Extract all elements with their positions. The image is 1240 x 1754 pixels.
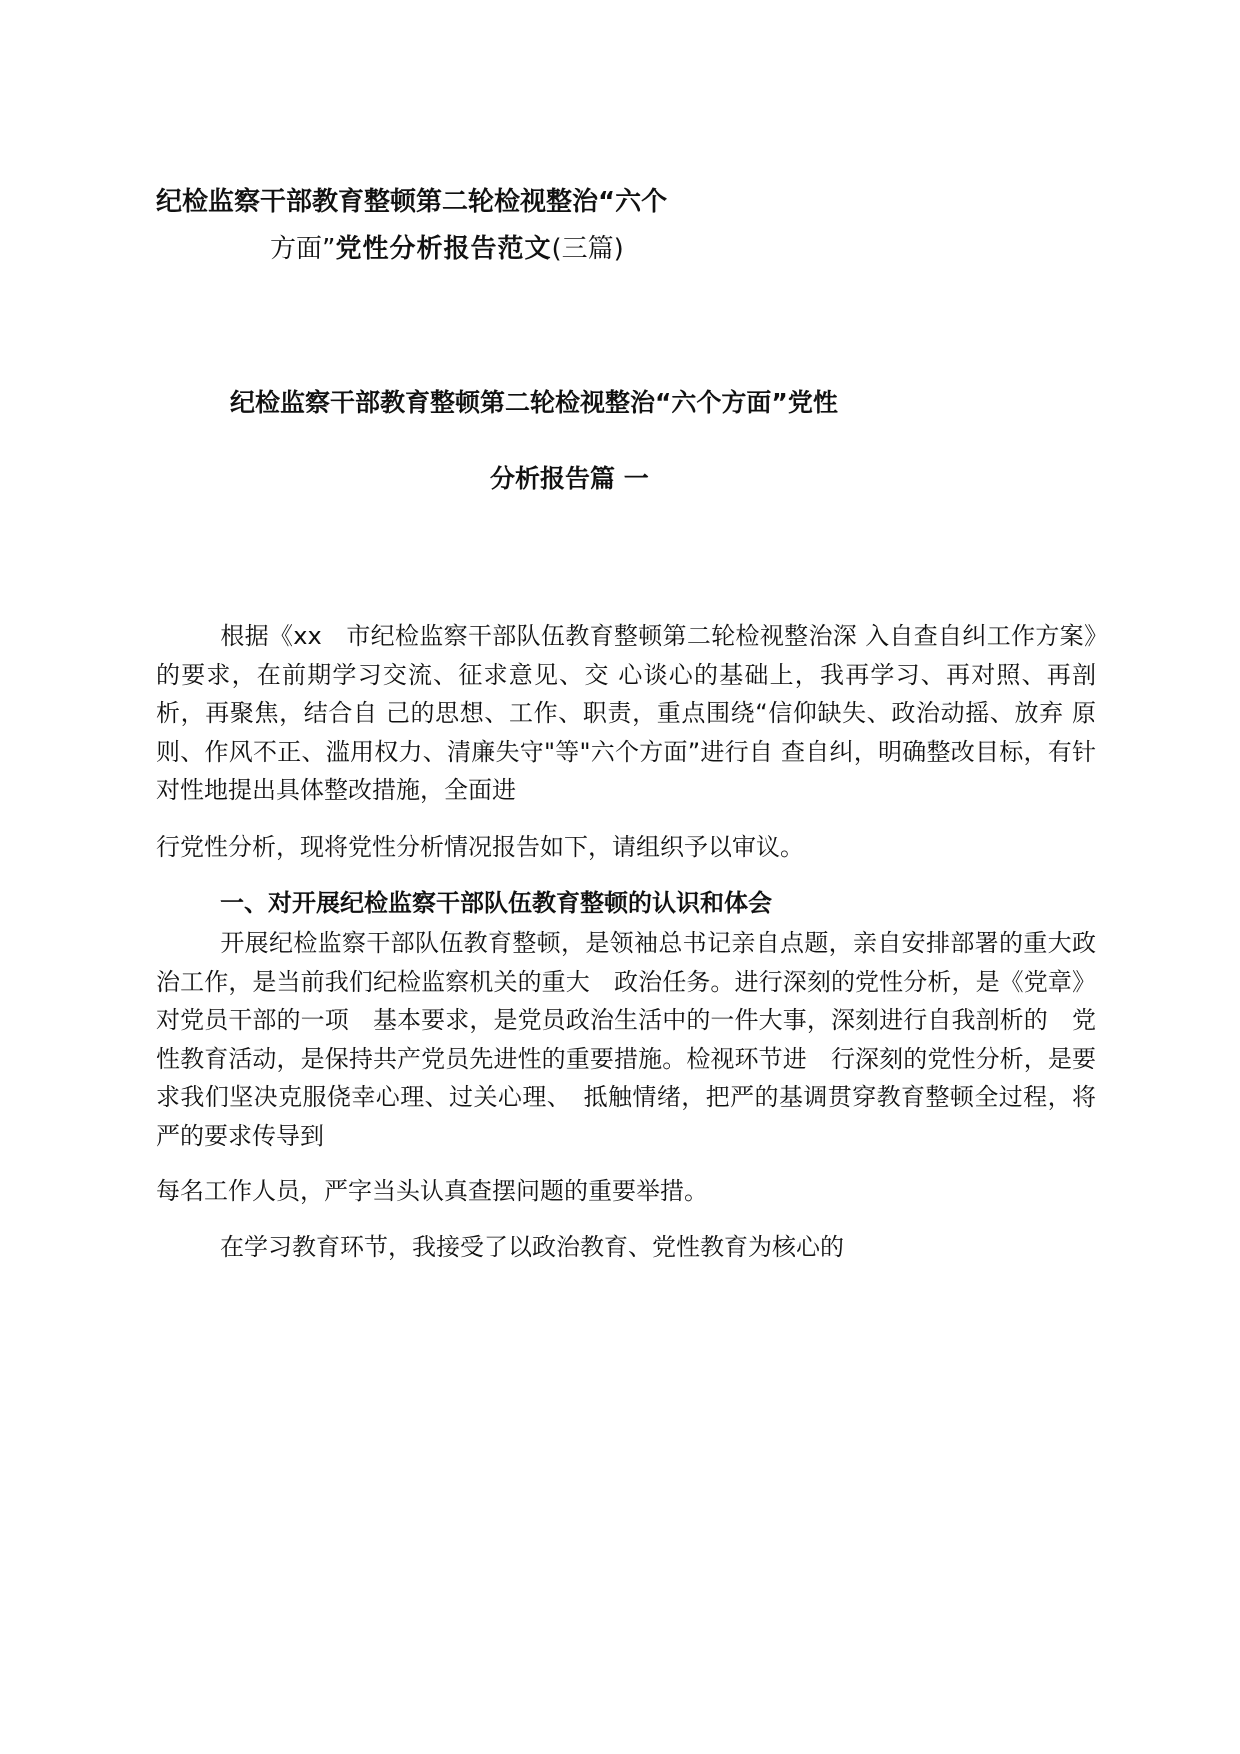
paragraph-3 xyxy=(156,924,1096,1155)
paragraph-1-text: 根据《xx 市纪检监察干部队伍教育整顿第二轮检视整治深 入自查自纠工作方案》的要求，在前期学习交流、征求意见、交 心谈心的基础上，我再学习、再对照、再剖析，再聚焦，结合自 己的思想、工作、职责，重点围绕“信仰缺失、政治动摇、放弃 原则、作风不正、滥用权力、清廉失守"等"六个方面”进行自 查自纠，明确整改目标，有针对性地提出具体整改措施，全面进 xyxy=(156,622,1096,804)
paragraph-5-text: 在学习教育环节，我接受了以政治教育、党性教育为核心的 xyxy=(220,1233,844,1261)
section-title-line1: 纪检监察干部教育整顿第二轮检视整治“六个方面”党性 xyxy=(230,388,838,417)
paragraph-1 xyxy=(156,617,1096,810)
paragraph-2: 行党性分析，现将党性分析情况报告如下，请组织予以审议。 xyxy=(156,833,804,861)
paragraph-3-text: 开展纪检监察干部队伍教育整顿，是领袖总书记亲自点题，亲自安排部署的重大政治工作，是当前我们纪检监察机关的重大 政治任务。进行深刻的党性分析，是《党章》对党员干部的一项 基本要求，是党员政治生活中的一件大事，深刻进行自我剖析的 党性教育活动，是保持共产党员先进性的重要措施。检视环节进 行深刻的党性分析，是要求我们坚决克服侥幸心理、过关心理、 抵触情绪，把严的基调贯穿教育整顿全过程，将严的要求传导到 xyxy=(156,929,1096,1150)
title-part-c: (三篇) xyxy=(551,234,624,264)
paragraph-5 xyxy=(156,1228,1096,1267)
document-title-line2 xyxy=(270,228,624,265)
paragraph-4: 每名工作人员，严字当头认真查摆问题的重要举措。 xyxy=(156,1177,708,1205)
title-part-b: 党性分析报告范文 xyxy=(335,234,552,264)
heading-1: 一、对开展纪检监察干部队伍教育整顿的认识和体会 xyxy=(220,889,772,917)
document-title-line1: 纪检监察干部教育整顿第二轮检视整治“六个 xyxy=(156,187,668,217)
title-part-a: 方面” xyxy=(270,234,336,264)
section-title-line2: 分析报告篇 一 xyxy=(490,464,649,493)
